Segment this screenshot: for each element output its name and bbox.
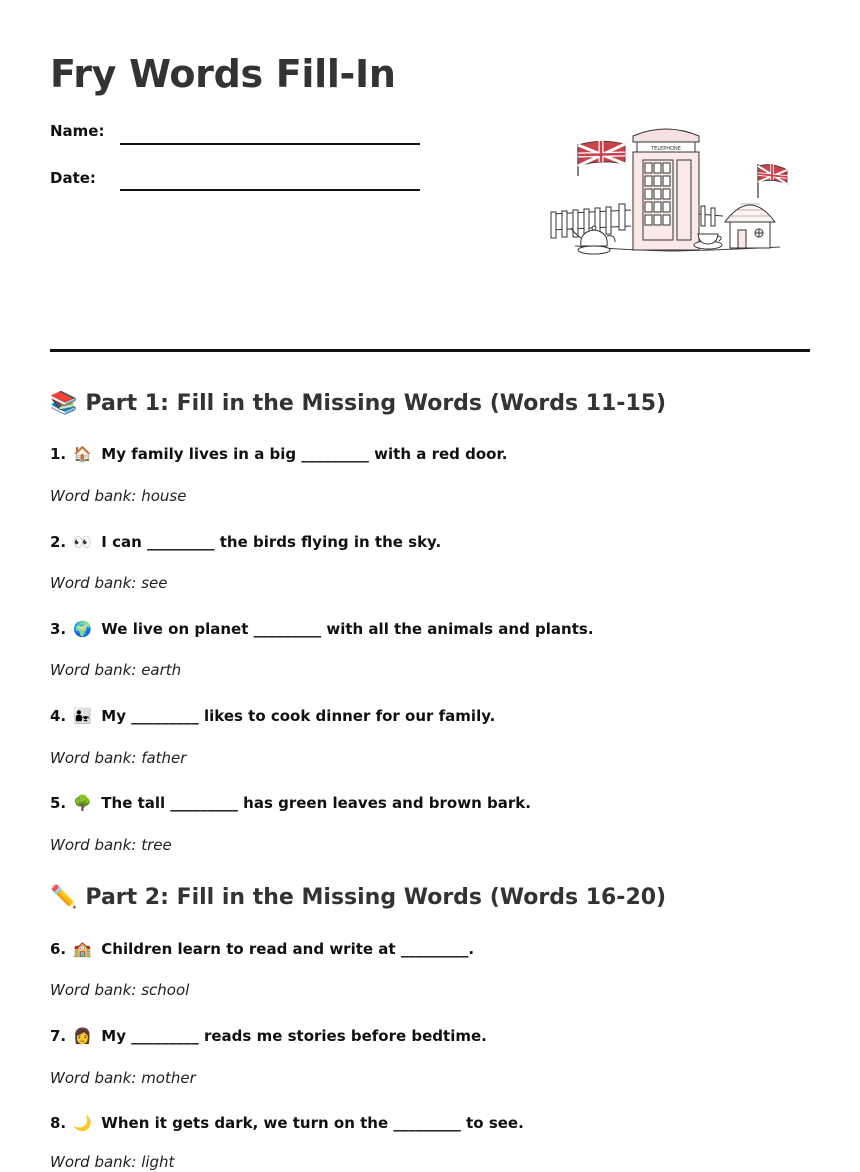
union-flag-small-icon [758,164,787,198]
word-bank-7: Word bank: mother [50,1069,196,1087]
answer-blank[interactable]: _________ [170,794,238,812]
question-8 [50,1113,524,1133]
worksheet-title: Fry Words Fill-In [50,52,396,96]
globe-icon: 🌍 [73,620,93,638]
question-text-before: My [101,707,127,725]
question-number: 2. [50,533,67,551]
cottage-icon [725,204,775,248]
question-3 [50,619,594,639]
name-label: Name: [50,122,105,140]
union-flag-icon [578,141,625,176]
answer-blank[interactable]: _________ [147,533,215,551]
section-title: Part 2: Fill in the Missing Words (Words 16-20) [85,885,667,910]
date-line[interactable] [120,189,420,191]
section-title: Part 1: Fill in the Missing Words (Words 11-15) [85,391,667,416]
crescent-moon-icon: 🌙 [73,1114,93,1132]
question-text-before: The tall [101,794,166,812]
tree-icon: 🌳 [73,794,93,812]
question-text-after: . [468,940,475,958]
question-2 [50,532,441,552]
question-text-after: likes to cook dinner for our family. [203,707,496,725]
name-line[interactable] [120,143,420,145]
question-6 [50,939,474,959]
word-bank-1: Word bank: house [50,487,187,505]
question-4 [50,706,495,726]
word-bank-2: Word bank: see [50,574,168,592]
question-text-after: reads me stories before bedtime. [203,1027,487,1045]
section-heading-part-1 [50,389,666,419]
word-bank-4: Word bank: father [50,749,187,767]
question-text-before: My family lives in a big [101,445,297,463]
house-icon: 🏠 [73,445,93,463]
word-bank-3: Word bank: earth [50,661,182,679]
answer-blank[interactable]: _________ [393,1114,461,1132]
question-number: 8. [50,1114,67,1132]
answer-blank[interactable]: _________ [131,1027,199,1045]
question-text-after: has green leaves and brown bark. [243,794,531,812]
question-number: 7. [50,1027,67,1045]
answer-blank[interactable]: _________ [301,445,369,463]
telephone-booth-icon [633,129,699,250]
question-text-after: to see. [466,1114,524,1132]
question-number: 1. [50,445,67,463]
question-text-after: the birds flying in the sky. [219,533,442,551]
question-number: 6. [50,940,67,958]
date-label: Date: [50,169,96,187]
question-text-before: I can [101,533,142,551]
question-5 [50,793,531,813]
school-icon: 🏫 [73,940,93,958]
question-text-before: We live on planet [101,620,249,638]
question-7 [50,1026,487,1046]
books-icon: 📚 [50,391,78,416]
question-text-after: with a red door. [374,445,508,463]
section-divider [50,349,810,352]
question-number: 4. [50,707,67,725]
question-text-before: My [101,1027,127,1045]
question-text-before: Children learn to read and write at [101,940,396,958]
question-text-after: with all the animals and plants. [326,620,594,638]
word-bank-6: Word bank: school [50,981,190,999]
answer-blank[interactable]: _________ [400,940,469,958]
eyes-icon: 👀 [73,533,93,551]
pencil-icon: ✏️ [50,885,78,910]
family-icon: 👨‍👧 [73,707,93,725]
question-number: 3. [50,620,67,638]
word-bank-8: Word bank: light [50,1153,175,1171]
question-1 [50,444,507,464]
question-number: 5. [50,794,67,812]
question-text-before: When it gets dark, we turn on the [101,1114,389,1132]
answer-blank[interactable]: _________ [131,707,199,725]
word-bank-5: Word bank: tree [50,836,172,854]
svg-text:TELEPHONE: TELEPHONE [651,146,681,152]
woman-icon: 👩 [73,1027,93,1045]
telephone-booth-illustration [545,118,795,268]
section-heading-part-2 [50,883,666,913]
answer-blank[interactable]: _________ [253,620,322,638]
